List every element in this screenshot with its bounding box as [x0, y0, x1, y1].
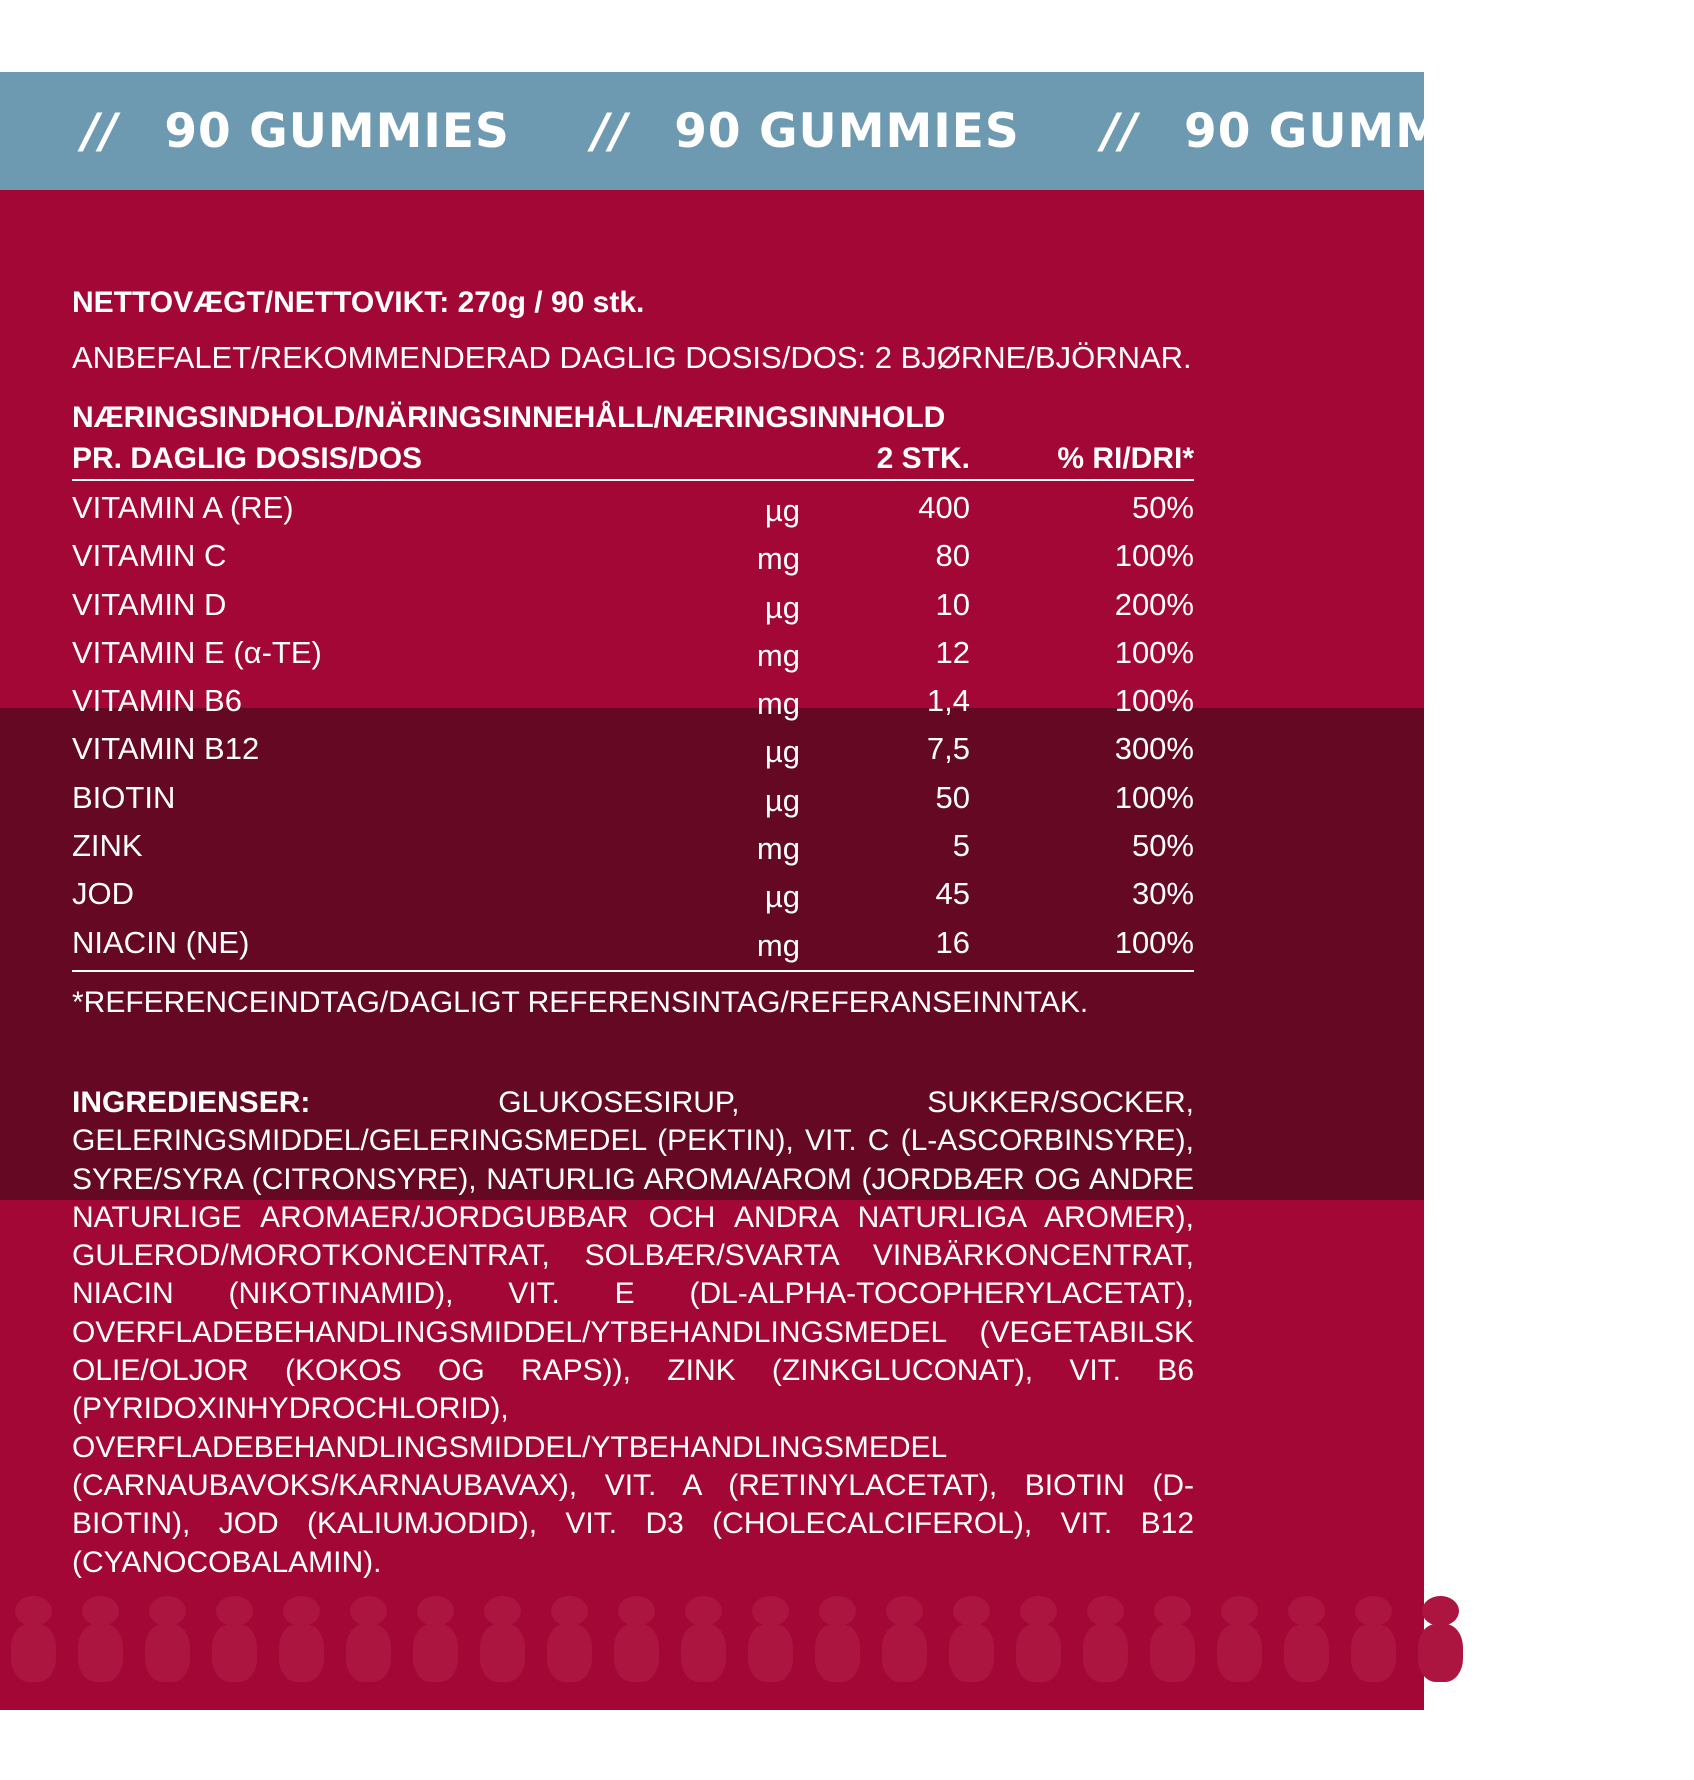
gummy-bear-icon: [1340, 1590, 1407, 1686]
nutrient-name: VITAMIN D: [72, 586, 227, 622]
banner-item: [82, 104, 510, 159]
nutrient-name: ZINK: [72, 828, 143, 864]
nutrition-row: [72, 823, 1194, 871]
nutrient-name: VITAMIN B6: [72, 683, 242, 719]
gummy-bear-icon: [335, 1590, 402, 1686]
gummy-bear-icon: [1139, 1590, 1206, 1686]
label-content: [72, 286, 1194, 1582]
header-name: PR. DAGLIG DOSIS/DOS: [72, 442, 423, 475]
nutrient-name: VITAMIN A (RE): [72, 490, 294, 525]
nutrition-heading: NÆRINGSINDHOLD/NÄRINGSINNEHÅLL/NÆRINGSINNHOLD: [72, 401, 946, 434]
nutrient-amount: 45: [935, 876, 970, 912]
gummy-bear-icon: [402, 1590, 469, 1686]
nutrition-row: [72, 485, 1194, 533]
nutrient-name: BIOTIN: [72, 779, 176, 815]
nutrition-row: [72, 871, 1194, 919]
nutrient-name: NIACIN (NE): [72, 924, 250, 960]
gummy-bear-icon: [1005, 1590, 1072, 1686]
ingredients-label: INGREDIENSER:: [72, 1085, 311, 1119]
nutrient-amount: 50: [935, 779, 970, 815]
nutrient-ri: 200%: [1114, 586, 1194, 622]
nutrient-ri: 300%: [1114, 731, 1194, 767]
banner-label: 90 GUMMIES: [164, 103, 510, 159]
nutrient-name: VITAMIN E (α-TE): [72, 634, 322, 670]
nutrient-name: JOD: [72, 876, 134, 912]
banner-separator: //: [1101, 103, 1139, 159]
nutrition-table-header: [72, 439, 1194, 481]
net-weight: NETTOVÆGT/NETTOVIKT: 270g / 90 stk.: [72, 286, 645, 319]
banner-item: [1612, 104, 1694, 159]
nutrient-amount: 80: [935, 538, 970, 574]
nutrient-amount: 7,5: [926, 731, 970, 767]
header-ri: % RI/DRI*: [1057, 442, 1194, 475]
bottom-margin: [0, 1710, 1424, 1780]
nutrient-ri: 30%: [1131, 876, 1194, 912]
nutrient-amount: 12: [935, 634, 970, 670]
nutrient-ri: 100%: [1114, 634, 1194, 670]
gummy-bear-icon: [536, 1590, 603, 1686]
banner-separator: //: [591, 103, 629, 159]
nutrition-rows: [72, 481, 1194, 972]
nutrition-row: [72, 678, 1194, 726]
banner-item: [592, 104, 1020, 159]
gummy-bear-icon: [1407, 1590, 1474, 1686]
nutrient-ri: 50%: [1131, 828, 1194, 864]
ingredients: [72, 1084, 1194, 1582]
banner-separator: //: [1611, 103, 1648, 159]
daily-dose: ANBEFALET/REKOMMENDERAD DAGLIG DOSIS/DOS: 2 BJØRNE/BJÖRNAR.: [72, 340, 1192, 375]
nutrition-row: [72, 920, 1194, 968]
nutrient-unit: µg: [764, 879, 800, 915]
nutrient-unit: mg: [756, 541, 800, 577]
ingredients-text: GLUKOSESIRUP, SUKKER/SOCKER, GELERINGSMIDDEL/GELERINGSMEDEL (PEKTIN), VIT. C (L-ASCORBINSYRE), SYRE/SYRA (CITRONSYRE), NATURLIG AROMA/AROM (JORDBÆR OG ANDRE NATURLIGE AROMAER/JORDGUBBAR OCH ANDRA NATURLIGA AROMER), GULEROD/MOROTKONCENTRAT, SOLBÆR/SVARTA VINBÄRKONCENTRAT, NIACIN (NIKOTINAMID), VIT. E (DL-ALPHA-TOCOPHERYLACETAT), OVERFLADEBEHANDLINGSMIDDEL/YTBEHANDLINGSMEDEL (VEGETABILSK OLIE/OLJOR (KOKOS OG RAPS)), ZINK (ZINKGLUCONAT), VIT. B6 (PYRIDOXINHYDROCHLORID), OVERFLADEBEHANDLINGSMIDDEL/YTBEHANDLINGSMEDEL (CARNAUBAVOKS/KARNAUBAVAX), VIT. A (RETINYLACETAT), BIOTIN (D-BIOTIN), JOD (KALIUMJODID), VIT. D3 (CHOLECALCIFEROL), VIT. B12 (CYANOCOBALAMIN).: [72, 1085, 1194, 1579]
banner-separator: //: [82, 103, 119, 159]
gummy-bear-icon: [1206, 1590, 1273, 1686]
nutrient-ri: 100%: [1114, 538, 1194, 574]
nutrient-ri: 100%: [1114, 924, 1194, 960]
nutrient-amount: 5: [952, 828, 970, 864]
nutrient-unit: mg: [756, 637, 800, 673]
gummies-banner: [0, 72, 1648, 190]
gummy-bear-icon: [737, 1590, 804, 1686]
nutrient-unit: µg: [764, 734, 800, 770]
nutrition-row: [72, 630, 1194, 678]
gummy-bear-icon: [670, 1590, 737, 1686]
gummy-bear-icon: [1273, 1590, 1340, 1686]
nutrient-amount: 10: [935, 586, 970, 622]
nutrient-name: VITAMIN C: [72, 538, 227, 574]
banner-label: 90 GUMMIES: [1184, 103, 1530, 159]
nutrient-unit: µg: [764, 589, 800, 625]
banner-item: [1102, 104, 1530, 159]
gummy-bear-row: [0, 1590, 1424, 1686]
nutrition-row: [72, 582, 1194, 630]
nutrient-name: VITAMIN B12: [72, 731, 260, 767]
banner-label: 90 GUMMIES: [674, 103, 1020, 159]
gummy-bear-icon: [469, 1590, 536, 1686]
nutrient-unit: µg: [764, 493, 800, 528]
gummy-bear-icon: [804, 1590, 871, 1686]
gummy-bear-icon: [603, 1590, 670, 1686]
nutrient-unit: µg: [764, 782, 800, 818]
nutrient-amount: 1,4: [926, 683, 970, 719]
gummy-bear-icon: [938, 1590, 1005, 1686]
gummy-bear-icon: [201, 1590, 268, 1686]
nutrient-amount: 16: [935, 924, 970, 960]
footnote: *REFERENCEINDTAG/DAGLIGT REFERENSINTAG/REFERANSEINNTAK.: [72, 985, 1089, 1019]
gummy-bear-icon: [871, 1590, 938, 1686]
header-amount: 2 STK.: [876, 442, 970, 475]
gummy-bear-icon: [1072, 1590, 1139, 1686]
gummy-bear-icon: [134, 1590, 201, 1686]
nutrient-unit: mg: [756, 927, 800, 963]
nutrient-ri: 100%: [1114, 779, 1194, 815]
nutrition-row: [72, 726, 1194, 774]
gummy-bear-icon: [268, 1590, 335, 1686]
nutrient-ri: 100%: [1114, 683, 1194, 719]
nutrient-ri: 50%: [1131, 490, 1194, 525]
gummy-bear-icon: [67, 1590, 134, 1686]
nutrition-row: [72, 533, 1194, 581]
nutrient-unit: mg: [756, 831, 800, 867]
nutrient-unit: mg: [756, 686, 800, 722]
gummy-bear-icon: [0, 1590, 67, 1686]
nutrient-amount: 400: [918, 490, 970, 525]
nutrition-row: [72, 775, 1194, 823]
